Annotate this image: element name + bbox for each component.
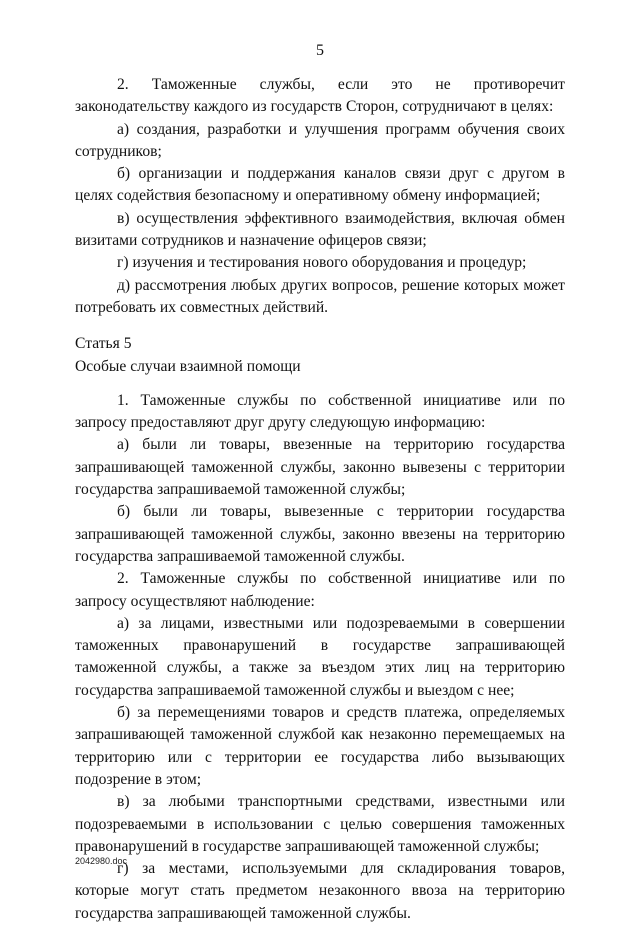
article-number: Статья 5 (75, 335, 132, 353)
article-title: Особые случаи взаимной помощи (75, 357, 301, 375)
paragraph-cooperation: 2. Таможенные службы, если это не противоречит законодательству каждого из государств Сторон, сотрудничают в целях: (75, 76, 565, 116)
document-body (75, 74, 565, 925)
list-item: а) за лицами, известными или подозреваемыми в совершении таможенных правонарушений в государстве запрашивающей таможенной службы, а также за въездом этих лиц на территорию государства запрашиваемой таможенной службы и выездом с нее; (75, 614, 565, 699)
list-item: б) были ли товары, вывезенные с территории государства запрашивающей таможенной службы, законно ввезены на территорию государства запрашиваемой таможенной службы. (75, 503, 565, 565)
list-item: г) изучения и тестирования нового оборудования и процедур; (117, 254, 527, 272)
list-item: а) создания, разработки и улучшения программ обучения своих сотрудников; (75, 120, 565, 160)
list-item: г) за местами, используемыми для складирования товаров, которые могут стать предметом незаконного ввоза на территорию государства запрашивающей таможенной службы. (75, 860, 565, 922)
paragraph-information: 1. Таможенные службы по собственной инициативе или по запросу предоставляют друг другу следующую информацию: (75, 391, 565, 432)
page-number: 5 (316, 42, 324, 59)
list-item: д) рассмотрения любых других вопросов, решение которых может потребовать их совместных действий. (75, 276, 565, 316)
paragraph-surveillance: 2. Таможенные службы по собственной инициативе или по запросу осуществляют наблюдение: (75, 570, 565, 610)
list-item: в) за любыми транспортными средствами, известными или подозреваемыми в использовании с целью совершения таможенных правонарушений в государстве запрашивающей таможенной службы; (75, 793, 565, 855)
file-name-footer: 2042980.doc (75, 856, 128, 866)
list-item: в) осуществления эффективного взаимодействия, включая обмен визитами сотрудников и назначение офицеров связи; (75, 209, 565, 250)
article-heading-block (75, 333, 565, 378)
list-item: б) организации и поддержания каналов связи друг с другом в целях содействия безопасному и оперативному обмену информацией; (75, 165, 565, 205)
list-item: б) за перемещениями товаров и средств платежа, определяемых запрашивающей таможенной службой как незаконно перемещаемых на территорию или с территории ее государства либо вызывающих подозрение в этом; (75, 704, 565, 788)
list-item: а) были ли товары, ввезенные на территорию государства запрашивающей таможенной службы, законно вывезены с территории государства запрашиваемой таможенной службы; (75, 436, 565, 499)
